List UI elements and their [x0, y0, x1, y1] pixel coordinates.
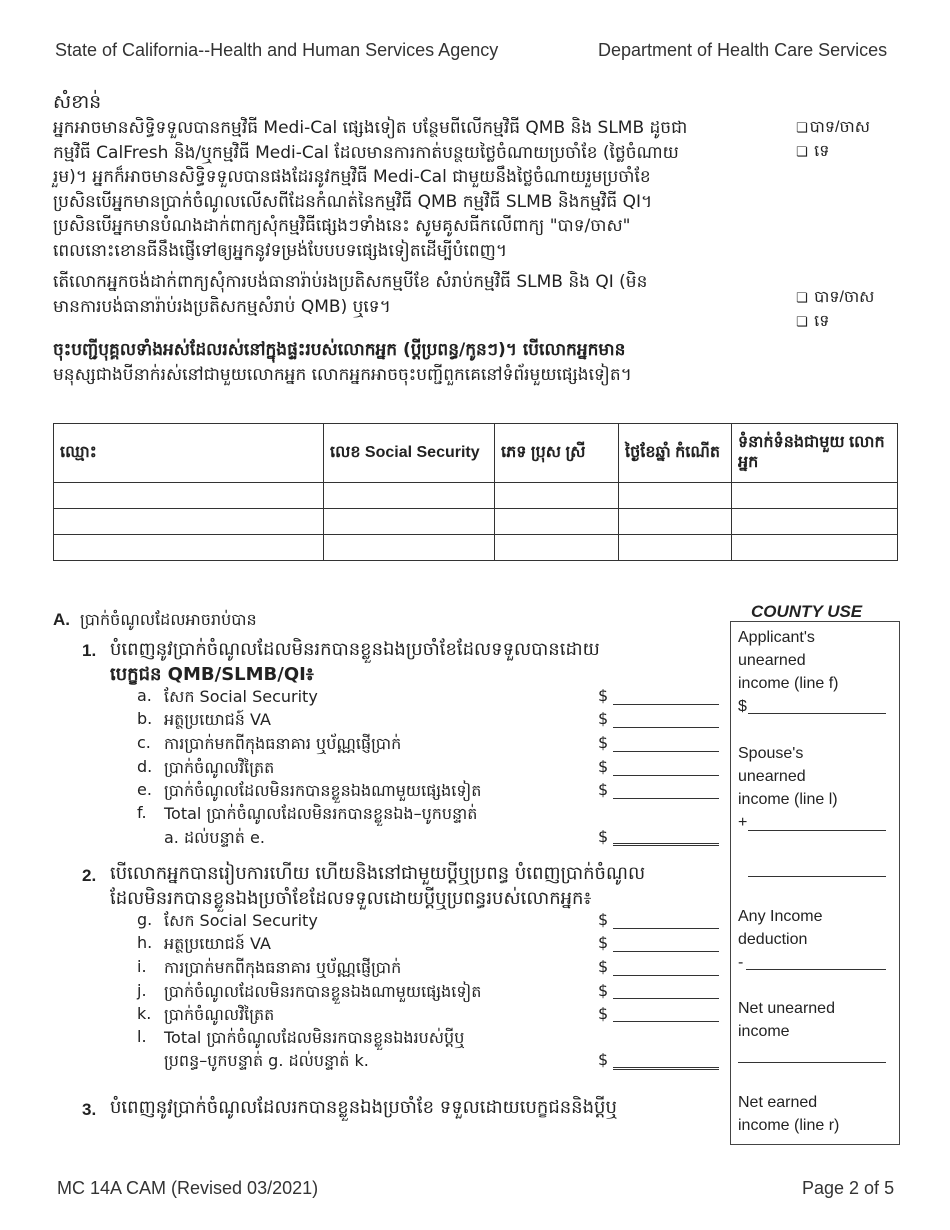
cu-spouse-unearned-field[interactable] — [748, 830, 886, 831]
amount-b-field[interactable] — [613, 727, 719, 728]
cu-income-deduction-label: Any Income deduction - — [738, 908, 823, 971]
item-a-text: សែក Social Security — [164, 687, 318, 706]
cell-relationship[interactable] — [732, 483, 898, 509]
amount-c-field[interactable] — [613, 751, 719, 752]
dollar-sign: $ — [598, 757, 609, 776]
item-g-text: សែក Social Security — [164, 911, 318, 930]
item-h-text: អត្ថប្រយោជន៍ VA — [164, 934, 271, 953]
q1-number: 1. — [82, 641, 97, 660]
amount-l-field[interactable] — [613, 1067, 719, 1070]
county-use-title: COUNTY USE — [751, 602, 863, 621]
dollar-sign: $ — [598, 957, 609, 976]
table-row — [54, 509, 898, 535]
table-row — [54, 535, 898, 561]
item-k-text: ប្រាក់ចំណូលវិត្រៃត — [164, 1005, 275, 1024]
cell-dob[interactable] — [619, 535, 732, 561]
cell-sex[interactable] — [495, 483, 619, 509]
amount-f-field[interactable] — [613, 843, 719, 846]
amount-k-field[interactable] — [613, 1021, 719, 1022]
other-programs-checkboxes — [796, 116, 870, 164]
dollar-sign: $ — [598, 686, 609, 705]
important-paragraph-2: តើលោកអ្នកចង់ដាក់ពាក្យសុំការបង់ធានារ៉ាប់រងប្រតិសកម្មបីខែ សំរាប់កម្មវិធី SLMB និង QI (មិន មានការបង់ធានារ៉ាប់រងប្រតិសកម្មសំរាប់ QMB) ឬទេ។ — [53, 272, 648, 317]
cu-spouse-unearned-label: Spouse's unearned income (line l) + — [738, 745, 838, 831]
cell-sex[interactable] — [495, 535, 619, 561]
item-g-label: g. — [137, 910, 153, 929]
dollar-sign: $ — [598, 981, 609, 1000]
cu-net-unearned-field[interactable] — [738, 1062, 886, 1063]
cell-sex[interactable] — [495, 509, 619, 535]
important-title: សំខាន់ — [53, 91, 102, 113]
item-c-text: ការប្រាក់មកពីកុងធនាគារ ឬប័ណ្ណផ្ញើប្រាក់ — [164, 734, 402, 753]
cell-name[interactable] — [54, 509, 324, 535]
item-i-text: ការប្រាក់មកពីកុងធនាគារ ឬប័ណ្ណផ្ញើប្រាក់ — [164, 958, 402, 977]
item-b-label: b. — [137, 709, 153, 728]
retro-yes-checkbox[interactable]: ❏ បាទ/ចាស — [796, 286, 874, 310]
dollar-sign: $ — [598, 933, 609, 952]
amount-d-field[interactable] — [613, 775, 719, 776]
dollar-sign: $ — [598, 910, 609, 929]
amount-j-field[interactable] — [613, 998, 719, 999]
cu-subtotal-field[interactable] — [748, 876, 886, 877]
dollar-sign: $ — [598, 1004, 609, 1023]
item-l-text: Total ប្រាក់ចំណូលដែលមិនរកបានខ្លួនឯងរបស់ប្តីឬ — [164, 1028, 465, 1047]
amount-a-field[interactable] — [613, 704, 719, 705]
no-checkbox[interactable]: ❏ ទេ — [796, 140, 870, 164]
checkbox-icon: ❏ — [796, 144, 808, 159]
item-j-text: ប្រាក់ចំណូលដែលមិនរកបានខ្លួនឯងណាមួយផ្សេងទៀត — [164, 982, 482, 1001]
cu-applicant-unearned-field[interactable] — [748, 713, 886, 714]
dollar-sign: $ — [598, 780, 609, 799]
amount-i-field[interactable] — [613, 975, 719, 976]
department-header: Department of Health Care Services — [598, 40, 888, 60]
checkbox-icon: ❏ — [796, 290, 808, 305]
checkbox-icon: ❏ — [796, 314, 808, 329]
retro-no-checkbox[interactable]: ❏ ទេ — [796, 310, 874, 334]
form-id: MC 14A CAM (Revised 03/2021) — [57, 1178, 319, 1198]
dollar-sign: $ — [598, 827, 609, 846]
col-relationship: ទំនាក់ទំនងជាមួយ លោកអ្នក — [732, 424, 898, 483]
important-paragraph-1: អ្នកអាចមានសិទ្ធិទទួលបានកម្មវិធី Medi-Cal ផ្សេងទៀត បន្ថែមពីលើកម្មវិធី QMB និង SLMB ដូចជា កម្មវិធី CalFresh និង/ឬកម្មវិធី Medi-Cal ដែលមានការកាត់បន្ថយថ្លៃចំណាយប្រចាំខែ (ថ្លៃចំណាយ រួម)។ អ្នកក៏អាចមានសិទ្ធិទទួលបានផងដែរនូវកម្មវិធី Medi-Cal ជាមួយនឹងថ្លៃចំណាយរួមប្រចាំខែ ប្រសិនបើអ្នកមានប្រាក់ចំណូលលើសពីដែនកំណត់នៃកម្មវិធី QMB កម្មវិធី SLMB និងកម្មវិធី QI។ ប្រសិនបើអ្នកមានបំណងដាក់ពាក្យសុំកម្មវិធីផ្សេងៗទាំងនេះ សូមគូសធីកលើពាក្យ "បាទ/ចាស" ពេលនោះខោនធីនឹងផ្ញើទៅឲ្យអ្នកនូវទម្រង់បែបបទផ្សេងទៀតដើម្បីបំពេញ។ — [53, 118, 688, 261]
cell-ssn[interactable] — [324, 535, 495, 561]
q1-text: បំពេញនូវប្រាក់ចំណូលដែលមិនរកបានខ្លួនឯងប្រចាំខែដែលទទួលបានដោយ បេក្ខជន QMB/SLMB/QI៖ — [110, 639, 600, 685]
section-a-letter: A. — [53, 610, 70, 629]
retroactive-checkboxes — [796, 286, 874, 334]
amount-e-field[interactable] — [613, 798, 719, 799]
item-e-text: ប្រាក់ចំណូលដែលមិនរកបានខ្លួនឯងណាមួយផ្សេងទៀត — [164, 781, 482, 800]
page-number: Page 2 of 5 — [802, 1178, 895, 1198]
item-i-label: i. — [137, 957, 147, 976]
amount-h-field[interactable] — [613, 951, 719, 952]
item-f-text-2: a. ដល់បន្ទាត់ e. — [164, 828, 265, 847]
table-row — [54, 483, 898, 509]
item-j-label: j. — [137, 981, 147, 1000]
q3-text: បំពេញនូវប្រាក់ចំណូលដែលរកបានខ្លួនឯងប្រចាំខែ ទទួលដោយបេក្ខជននិងប្តីឬ — [110, 1097, 617, 1118]
cu-income-deduction-field[interactable] — [746, 969, 886, 970]
cell-relationship[interactable] — [732, 535, 898, 561]
q2-number: 2. — [82, 866, 97, 885]
item-b-text: អត្ថប្រយោជន៍ VA — [164, 710, 271, 729]
dollar-sign: $ — [598, 1050, 609, 1069]
col-sex: ភេទ ប្រុស ស្រី — [495, 424, 619, 483]
item-h-label: h. — [137, 933, 153, 952]
yes-checkbox[interactable]: ❏ បាទ/ចាស — [796, 116, 870, 140]
q3-number: 3. — [82, 1100, 97, 1119]
item-l-text-2: ប្រពន្ធ–បូកបន្ទាត់ g. ដល់បន្ទាត់ k. — [164, 1051, 369, 1070]
cell-name[interactable] — [54, 535, 324, 561]
table-header-row — [54, 424, 898, 483]
cell-ssn[interactable] — [324, 483, 495, 509]
cell-dob[interactable] — [619, 483, 732, 509]
cell-relationship[interactable] — [732, 509, 898, 535]
col-dob: ថ្ងៃខែឆ្នាំ កំណើត — [619, 424, 732, 483]
item-e-label: e. — [137, 780, 152, 799]
item-d-label: d. — [137, 757, 153, 776]
item-d-text: ប្រាក់ចំណូលវិត្រៃត — [164, 758, 275, 777]
cell-name[interactable] — [54, 483, 324, 509]
item-c-label: c. — [137, 733, 151, 752]
agency-header: State of California--Health and Human Services Agency — [55, 40, 499, 60]
item-l-label: l. — [137, 1027, 147, 1046]
amount-g-field[interactable] — [613, 928, 719, 929]
cu-applicant-unearned-label: Applicant's unearned income (line f) $ — [738, 629, 839, 715]
household-table — [53, 423, 898, 561]
cell-dob[interactable] — [619, 509, 732, 535]
checkbox-icon: ❏ — [796, 120, 808, 135]
col-name: ឈ្មោះ — [54, 424, 324, 483]
item-f-label: f. — [137, 803, 147, 822]
item-f-text: Total ប្រាក់ចំណូលដែលមិនរកបានខ្លួនឯង–បូកបន្ទាត់ — [164, 804, 478, 823]
q2-text: បើលោកអ្នកបានរៀបការហើយ ហើយនិងនៅជាមួយប្តីឬប្រពន្ធ បំពេញប្រាក់ចំណូល ដែលមិនរកបានខ្លួនឯងប្រចាំខែដែលទទួលដោយប្តីឬប្រពន្ធរបស់លោកអ្នក៖ — [110, 863, 646, 909]
household-instructions: ចុះបញ្ជីបុគ្គលទាំងអស់ដែលរស់នៅក្នុងផ្ទះរបស់លោកអ្នក (ប្តីប្រពន្ធ/កូនៗ)។ បើលោកអ្នកមាន មនុស្សជាងបីនាក់រស់នៅជាមួយលោកអ្នក លោកអ្នកអាចចុះបញ្ជីពួកគេនៅទំព័រមួយផ្សេងទៀត។ — [53, 340, 632, 385]
dollar-sign: $ — [598, 733, 609, 752]
item-a-label: a. — [137, 686, 152, 705]
cu-net-unearned-label: Net unearned income — [738, 1000, 835, 1040]
section-a-title: ប្រាក់ចំណូលដែលអាចរាប់បាន — [80, 610, 257, 629]
item-k-label: k. — [137, 1004, 152, 1023]
col-ssn: លេខ Social Security — [324, 424, 495, 483]
cell-ssn[interactable] — [324, 509, 495, 535]
dollar-sign: $ — [598, 709, 609, 728]
cu-net-earned-label: Net earned income (line r) — [738, 1094, 840, 1134]
